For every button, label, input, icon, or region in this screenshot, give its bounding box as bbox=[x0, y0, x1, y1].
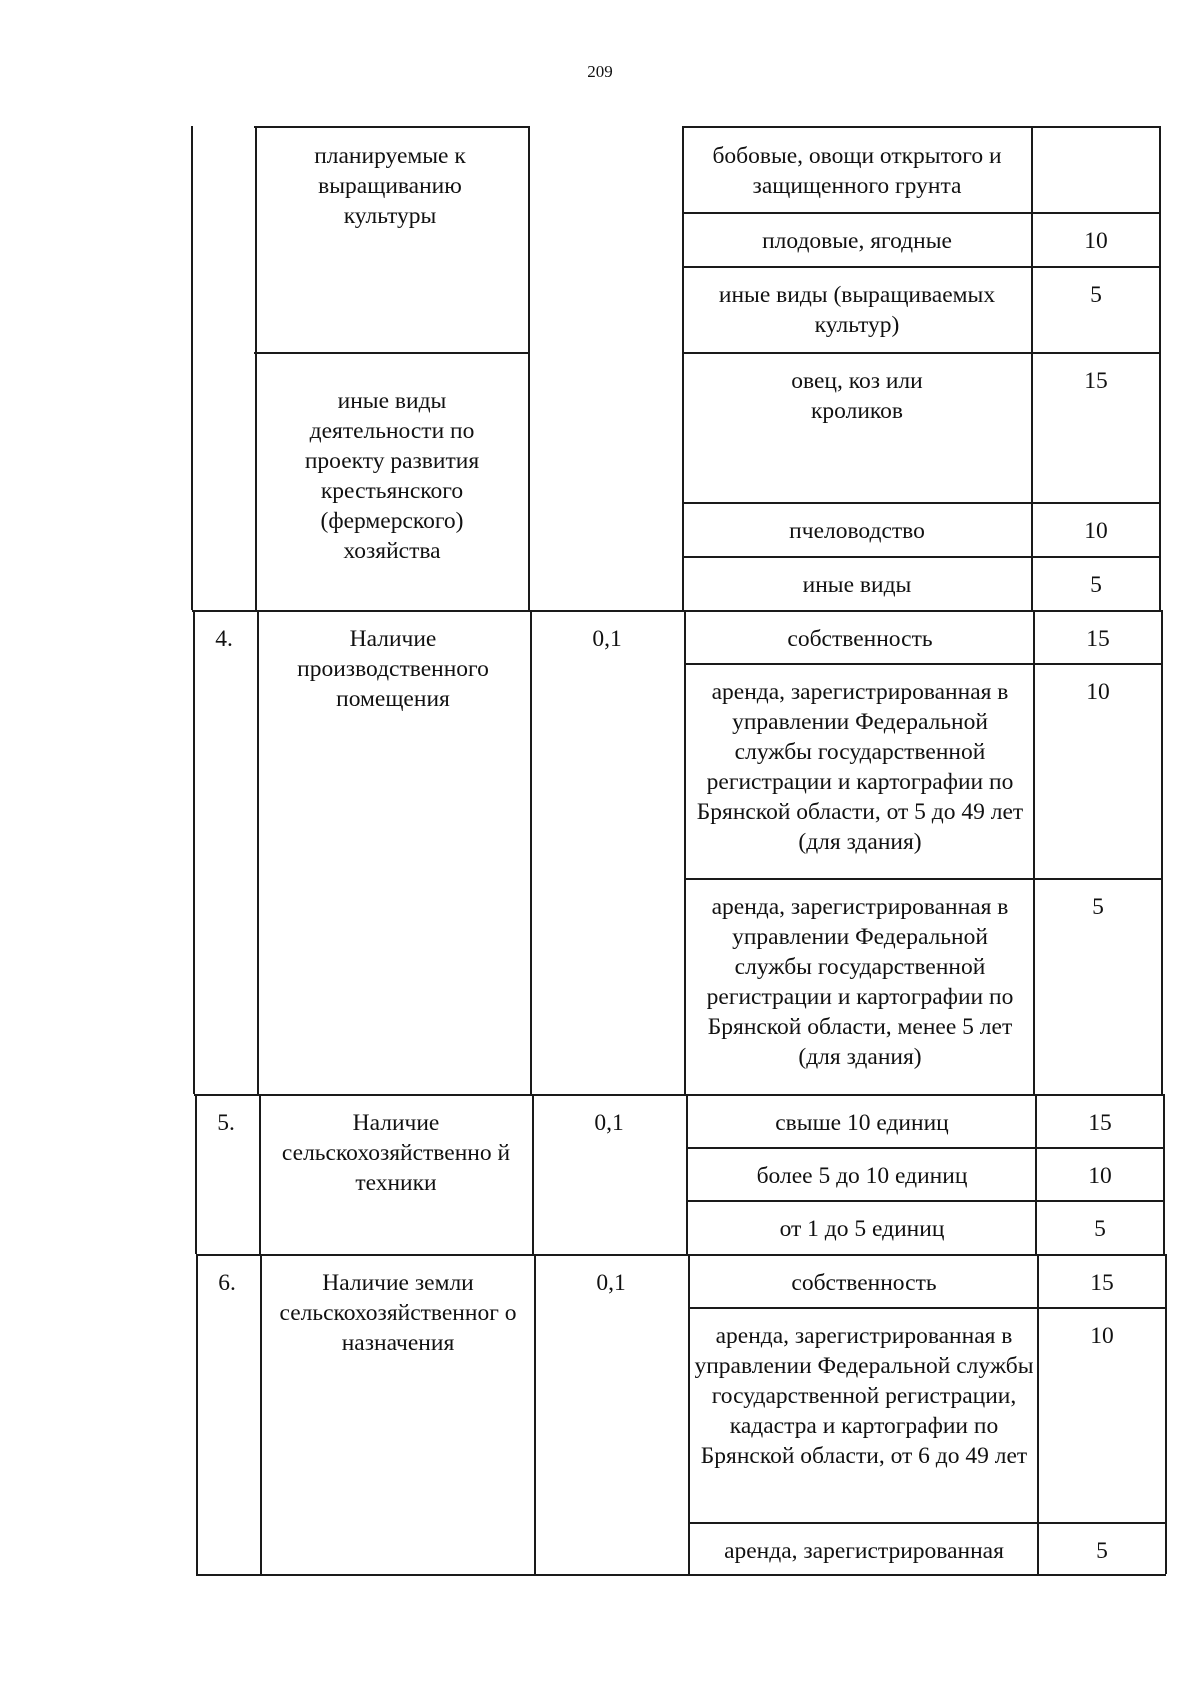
option-score: 10 bbox=[1088, 1163, 1112, 1189]
option-text: иные виды bbox=[802, 572, 912, 598]
criterion-agricultural-land: Наличие земли сельскохозяйственног о назначения bbox=[279, 1270, 517, 1356]
option-score: 10 bbox=[1084, 228, 1108, 254]
row-number: 6. bbox=[218, 1270, 236, 1296]
option-score: 10 bbox=[1086, 679, 1110, 705]
option-text: пчеловодство bbox=[789, 518, 925, 544]
option-text: плодовые, ягодные bbox=[762, 228, 952, 254]
option-text: бобовые, овощи открытого и защищенного грунта bbox=[712, 143, 1002, 199]
option-text: иные виды (выращиваемых культур) bbox=[718, 282, 996, 338]
page-number: 209 bbox=[587, 62, 613, 81]
option-text: собственность bbox=[787, 626, 933, 652]
option-text: аренда, зарегистрированная bbox=[724, 1538, 1004, 1564]
option-score: 5 bbox=[1096, 1538, 1108, 1564]
criterion-agricultural-machinery: Наличие сельскохозяйственно й техники bbox=[281, 1110, 511, 1196]
row-number: 4. bbox=[215, 626, 233, 652]
option-score: 5 bbox=[1094, 1216, 1106, 1242]
option-text: аренда, зарегистрированная в управлении Федеральной службы государственной регистрации и картографии по Брянской области, от 5 до 49 лет (для здания) bbox=[696, 679, 1024, 855]
weight: 0,1 bbox=[594, 1110, 624, 1136]
option-text: более 5 до 10 единиц bbox=[756, 1163, 968, 1189]
weight: 0,1 bbox=[596, 1270, 626, 1296]
option-score: 5 bbox=[1092, 894, 1104, 920]
option-score: 5 bbox=[1090, 572, 1102, 598]
option-score: 15 bbox=[1090, 1270, 1114, 1296]
option-score: 10 bbox=[1084, 518, 1108, 544]
option-text: аренда, зарегистрированная в управлении Федеральной службы государственной регистрации и картографии по Брянской области, менее 5 лет (для здания) bbox=[706, 894, 1014, 1070]
criterion-other-activities: иные виды деятельности по проекту развития крестьянского (фермерского) хозяйства bbox=[304, 388, 480, 564]
option-score: 15 bbox=[1084, 368, 1108, 394]
option-score: 15 bbox=[1088, 1110, 1112, 1136]
criterion-production-premises: Наличие производственного помещения bbox=[297, 626, 489, 712]
option-text: овец, коз или кроликов bbox=[791, 368, 923, 424]
option-score: 15 bbox=[1086, 626, 1110, 652]
option-text: аренда, зарегистрированная в управлении Федеральной службы государственной регистрации, кадастра и картографии по Брянской области, от 6 до 49 лет bbox=[694, 1323, 1034, 1469]
option-text: собственность bbox=[791, 1270, 937, 1296]
option-text: свыше 10 единиц bbox=[775, 1110, 949, 1136]
weight: 0,1 bbox=[592, 626, 622, 652]
option-score: 10 bbox=[1090, 1323, 1114, 1349]
option-text: от 1 до 5 единиц bbox=[779, 1216, 945, 1242]
row-number: 5. bbox=[217, 1110, 235, 1136]
criterion-planned-crops: планируемые к выращиванию культуры bbox=[314, 143, 466, 229]
option-score: 5 bbox=[1090, 282, 1102, 308]
